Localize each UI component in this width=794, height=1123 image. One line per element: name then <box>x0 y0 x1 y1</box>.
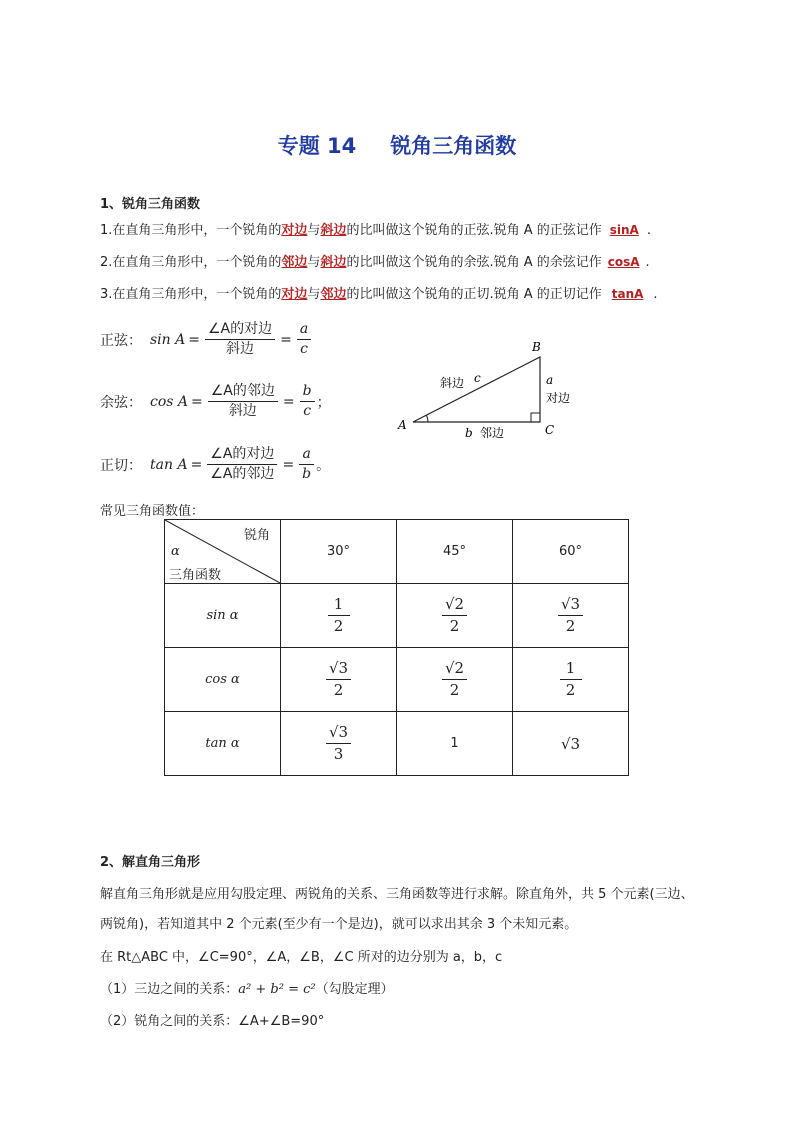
right-triangle-diagram <box>380 335 600 445</box>
formula-lhs: cos A <box>150 393 189 410</box>
formula-label: 正弦： <box>100 332 142 349</box>
sine-formula: 正弦： sin A = $\frac{\text{∠A的对边}}{\text{斜边}}$ = $\frac{a}{c}$ <box>100 320 313 359</box>
adjacent-label: 邻边 <box>480 426 505 440</box>
section2-heading: 2、解直角三角形 <box>100 855 201 870</box>
function-label: sin α <box>165 584 281 648</box>
cosine-formula: 余弦： cos A = $\frac{\text{∠A的邻边}}{\text{斜边}}$ = $\frac{b}{c}$ ； <box>100 383 331 419</box>
definition-cosine <box>100 251 650 270</box>
formula-lhs: sin A <box>150 331 186 348</box>
section2-paragraph-1b: 两锐角)，若知道其中 2 个元素(至少有一个是边)，就可以求出其余 3 个未知元素。 <box>100 917 578 932</box>
formula-fraction: $\frac{\text{∠A的邻边}}{\text{斜边}}$ <box>208 382 278 421</box>
page-title <box>0 130 794 160</box>
def-text: . <box>653 287 658 302</box>
table-caption: 常见三角函数值： <box>100 504 205 519</box>
formula-fraction: $\frac{\text{∠A的对边}}{\text{∠A的邻边}}$ <box>207 445 277 484</box>
formula-fraction-vars: $\frac{b}{c}$ <box>300 382 315 421</box>
corner-bottom-label: 三角函数 <box>169 568 222 583</box>
def-text: 与 <box>307 255 321 270</box>
def-keyword: 斜边 <box>320 255 347 270</box>
table-header-row <box>165 520 629 584</box>
angle-header: 60° <box>513 520 629 584</box>
section2-item-2: （2）锐角之间的关系：∠A+∠B=90° <box>100 1014 325 1029</box>
angle-header: 30° <box>281 520 397 584</box>
section2-paragraph-2: 在 Rt△ABC 中，∠C=90°，∠A，∠B，∠C 所对的边分别为 a，b，c <box>100 950 503 965</box>
value-cell: $\frac{1}{2}$ <box>513 648 629 712</box>
def-keyword: 邻边 <box>320 287 347 302</box>
title-prefix: 专题 14 <box>277 134 357 158</box>
value-cell: $\frac{1}{2}$ <box>281 584 397 648</box>
def-text: . <box>646 223 651 238</box>
def-text: 与 <box>307 287 321 302</box>
value-cell: $\frac{√2}{2}$ <box>397 584 513 648</box>
opposite-var: a <box>546 373 554 387</box>
formula-end: 。 <box>316 457 331 474</box>
triangle-shape <box>413 357 540 422</box>
corner-top-label: 锐角 <box>243 528 270 543</box>
value-cell: $\frac{√3}{2}$ <box>281 648 397 712</box>
table-row <box>165 712 629 776</box>
right-angle-mark <box>531 413 540 422</box>
adjacent-var: b <box>465 426 473 440</box>
value-cell: 1 <box>397 712 513 776</box>
def-answer: cosA <box>607 255 640 269</box>
formula-fraction-vars: $\frac{a}{b}$ <box>299 445 314 484</box>
def-text: 与 <box>307 223 321 238</box>
vertex-c: C <box>545 423 555 437</box>
formula-lhs: tan A <box>150 456 188 473</box>
formula-fraction: $\frac{\text{∠A的对边}}{\text{斜边}}$ <box>205 320 275 359</box>
hypotenuse-label: 斜边 <box>440 376 465 390</box>
value-cell: $\frac{√2}{2}$ <box>397 648 513 712</box>
def-text: 的比叫做这个锐角的余弦.锐角 A 的余弦记作 <box>346 255 602 270</box>
angle-a-arc <box>426 415 428 422</box>
pythagorean-formula: a² + b² = c² <box>238 982 316 997</box>
section1-heading: 1、锐角三角函数 <box>100 197 201 212</box>
def-text: 2.在直角三角形中，一个锐角的 <box>100 255 282 270</box>
def-text: 的比叫做这个锐角的正切.锐角 A 的正切记作 <box>346 287 602 302</box>
value-cell: $\frac{√3}{2}$ <box>513 584 629 648</box>
value-cell: $\frac{√3}{3}$ <box>281 712 397 776</box>
section2-paragraph-1: 解直角三角形就是应用勾股定理、两锐角的关系、三角函数等进行求解。除直角外，共 5 个元素(三边、 <box>100 887 694 902</box>
def-keyword: 对边 <box>281 287 308 302</box>
def-answer: sinA <box>609 223 639 237</box>
def-keyword: 斜边 <box>320 223 347 238</box>
def-text: 的比叫做这个锐角的正弦.锐角 A 的正弦记作 <box>346 223 602 238</box>
definition-sine <box>100 219 651 238</box>
formula-label: 正切： <box>100 457 142 474</box>
table-corner-cell <box>165 520 281 584</box>
def-text: 3.在直角三角形中，一个锐角的 <box>100 287 282 302</box>
table-row <box>165 584 629 648</box>
definition-tangent <box>100 283 658 302</box>
formula-label: 余弦： <box>100 394 142 411</box>
function-label: cos α <box>165 648 281 712</box>
def-answer: tanA <box>611 287 644 301</box>
opposite-label: 对边 <box>546 391 571 405</box>
item-label: （1）三边之间的关系： <box>100 982 239 997</box>
def-text: . <box>645 255 650 270</box>
hypotenuse-var: c <box>474 371 481 385</box>
vertex-b: B <box>532 340 541 354</box>
section2-item-1 <box>100 978 394 997</box>
corner-alpha: α <box>171 544 180 559</box>
def-keyword: 对边 <box>281 223 308 238</box>
table-row <box>165 648 629 712</box>
vertex-a: A <box>398 418 407 432</box>
value-cell: √3 <box>513 712 629 776</box>
def-text: 1.在直角三角形中，一个锐角的 <box>100 223 282 238</box>
def-keyword: 邻边 <box>281 255 308 270</box>
trig-values-table <box>164 519 629 776</box>
formula-end: ； <box>316 394 331 411</box>
item-note: （勾股定理） <box>315 982 394 997</box>
formula-fraction-vars: $\frac{a}{c}$ <box>297 320 311 359</box>
function-label: tan α <box>165 712 281 776</box>
tangent-formula: 正切： tan A = $\frac{\text{∠A的对边}}{\text{∠A的邻边}}$ = $\frac{a}{b}$ 。 <box>100 446 331 482</box>
title-main: 锐角三角函数 <box>390 134 517 158</box>
angle-header: 45° <box>397 520 513 584</box>
